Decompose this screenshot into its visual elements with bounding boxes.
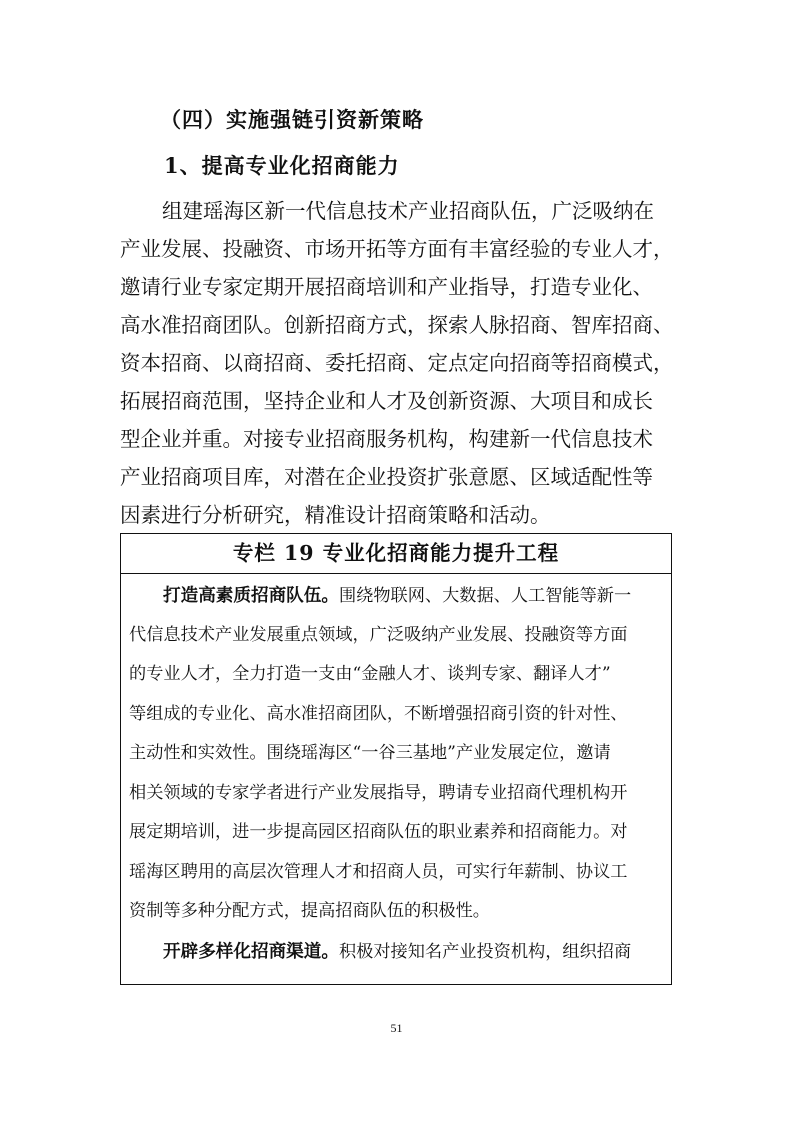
body-line: 拓展招商范围，坚持企业和人才及创新资源、大项目和成长 [120, 389, 653, 413]
box-line: 的专业人才，全力打造一支由“金融人才、谈判专家、翻译人才” [129, 664, 611, 684]
body-line: 产业发展、投融资、市场开拓等方面有丰富经验的专业人才， [120, 237, 674, 261]
box-para-lead: 打造高素质招商队伍。 [163, 585, 339, 606]
box-line: 代信息技术产业发展重点领域，广泛吸纳产业发展、投融资等方面 [129, 624, 628, 645]
body-line: 资本招商、以商招商、委托招商、定点定向招商等招商模式， [120, 351, 674, 375]
box-line-text: 围绕物联网、大数据、人工智能等新一 [338, 586, 632, 606]
box-line-text: 积极对接知名产业投资机构，组织招商 [338, 941, 632, 962]
box-line [129, 932, 663, 972]
subsection-heading: 1、提高专业化招商能力 [164, 153, 400, 178]
box-line: 资制等多种分配方式，提高招商队伍的积极性。 [129, 901, 490, 921]
page-number: 51 [390, 1021, 403, 1035]
body-line: 型企业并重。对接专业招商服务机构，构建新一代信息技术 [120, 427, 653, 451]
box-line: 相关领域的专家学者进行产业发展指导，聘请专业招商代理机构开 [129, 782, 628, 803]
box-line [129, 576, 663, 616]
feature-box-title: 专栏 19 专业化招商能力提升工程 [121, 534, 671, 574]
section-heading: （四）实施强链引资新策略 [160, 107, 424, 132]
box-line: 主动性和实效性。围绕瑶海区“一谷三基地”产业发展定位，邀请 [129, 743, 611, 763]
body-line: 组建瑶海区新一代信息技术产业招商队伍，广泛吸纳在 [162, 199, 654, 223]
feature-box [120, 533, 672, 985]
box-line: 瑶海区聘用的高层次管理人才和招商人员，可实行年薪制、协议工 [129, 861, 628, 882]
body-paragraph [120, 192, 680, 534]
body-line: 高水准招商团队。创新招商方式，探索人脉招商、智库招商、 [120, 313, 674, 337]
body-line: 因素进行分析研究，精准设计招商策略和活动。 [120, 503, 551, 527]
feature-box-content [121, 574, 671, 971]
box-line: 展定期培训，进一步提高园区招商队伍的职业素养和招商能力。对 [129, 822, 628, 842]
body-line: 邀请行业专家定期开展招商培训和产业指导，打造专业化、 [120, 275, 653, 299]
box-line: 等组成的专业化、高水准招商团队，不断增强招商引资的针对性、 [129, 703, 628, 724]
body-line: 产业招商项目库，对潜在企业投资扩张意愿、区域适配性等 [120, 465, 653, 489]
box-para-lead: 开辟多样化招商渠道。 [163, 940, 339, 962]
